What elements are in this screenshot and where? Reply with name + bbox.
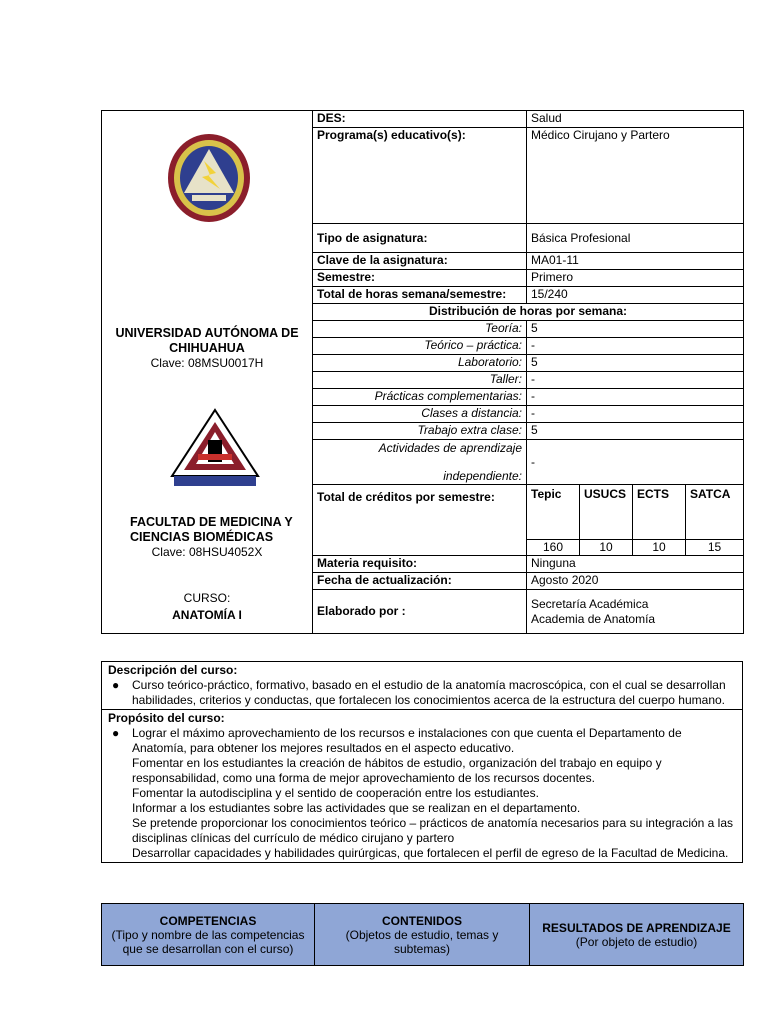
bullet-icon: ● <box>112 678 120 692</box>
clave-label: Clave de la asignatura: <box>313 253 527 270</box>
fecha-value: Agosto 2020 <box>527 573 744 590</box>
fecha-label: Fecha de actualización: <box>313 573 527 590</box>
elaborado-label: Elaborado por : <box>313 590 527 634</box>
laboratorio-value: 5 <box>527 355 744 372</box>
resultados-header: RESULTADOS DE APRENDIZAJE (Por objeto de estudio) <box>530 904 744 966</box>
semestre-label: Semestre: <box>313 270 527 287</box>
proposito-item: Informar a los estudiantes sobre las actividades que se realizan en el departamento. <box>132 801 581 815</box>
description-table <box>101 661 743 863</box>
proposito-item: Fomentar la autodisciplina y el sentido de cooperación entre los estudiantes. <box>132 786 539 800</box>
creditos-header-ects: ECTS <box>633 485 686 540</box>
teoria-label: Teoría: <box>313 321 527 338</box>
des-value: Salud <box>527 111 744 128</box>
course-label: CURSO: <box>183 591 231 605</box>
course-name: ANATOMÍA I <box>172 608 242 622</box>
tipo-value: Básica Profesional <box>527 224 744 253</box>
creditos-value-satca: 15 <box>686 540 744 556</box>
creditos-header-satca: SATCA <box>686 485 744 540</box>
teorico-label: Teórico – práctica: <box>313 338 527 355</box>
creditos-value-ects: 10 <box>633 540 686 556</box>
contenidos-header: CONTENIDOS (Objetos de estudio, temas y subtemas) <box>315 904 530 966</box>
university-seal-logo <box>164 133 254 223</box>
extra-label: Trabajo extra clase: <box>313 423 527 440</box>
faculty-seal-logo <box>170 408 260 488</box>
elaborado-value: Secretaría Académica Academia de Anatomía <box>527 590 744 634</box>
horas-value: 15/240 <box>527 287 744 304</box>
faculty-clave: Clave: 08HSU4052X <box>151 545 263 559</box>
descripcion-cell <box>102 662 743 710</box>
bullet-icon: ● <box>112 726 120 740</box>
proposito-item: Se pretende proporcionar los conocimientos teórico – prácticos de anatomía necesarios para su integración a las disciplinas clínicas del currículo de médico cirujano y partero <box>132 816 734 845</box>
extra-value: 5 <box>527 423 744 440</box>
creditos-header-usucs: USUCS <box>580 485 633 540</box>
clave-value: MA01-11 <box>527 253 744 270</box>
university-clave: Clave: 08MSU0017H <box>150 356 264 370</box>
proposito-title: Propósito del curso: <box>108 711 225 725</box>
tipo-label: Tipo de asignatura: <box>313 224 527 253</box>
faculty-name: FACULTAD DE MEDICINA Y CIENCIAS BIOMÉDICAS <box>130 515 293 544</box>
distancia-value: - <box>527 406 744 423</box>
des-label: DES: <box>313 111 527 128</box>
practicas-label: Prácticas complementarias: <box>313 389 527 406</box>
creditos-value-tepic: 160 <box>527 540 580 556</box>
teorico-value: - <box>527 338 744 355</box>
institution-column <box>102 111 313 634</box>
proposito-cell <box>102 710 743 863</box>
creditos-header-tepic: Tepic <box>527 485 580 540</box>
distancia-label: Clases a distancia: <box>313 406 527 423</box>
descripcion-title: Descripción del curso: <box>108 663 238 677</box>
descripcion-text: Curso teórico-práctico, formativo, basado en el estudio de la anatomía macroscópica, con el cual se desarrollan habilidades, criterios y conductas, que fortalecen los conocimientos acerca de la estructura del cuerpo humano. <box>132 678 726 707</box>
creditos-value-usucs: 10 <box>580 540 633 556</box>
university-name: UNIVERSIDAD AUTÓNOMA DE CHIHUAHUA <box>115 326 299 355</box>
teoria-value: 5 <box>527 321 744 338</box>
requisito-label: Materia requisito: <box>313 556 527 573</box>
proposito-item: Fomentar en los estudiantes la creación de hábitos de estudio, organización del trabajo en equipo y responsabilidad, como una forma de mejor aprovechamiento de los recursos docentes. <box>132 756 662 785</box>
taller-value: - <box>527 372 744 389</box>
actividades-label: Actividades de aprendizaje independiente: <box>313 440 527 485</box>
laboratorio-label: Laboratorio: <box>313 355 527 372</box>
actividades-value: - <box>527 440 744 485</box>
taller-label: Taller: <box>313 372 527 389</box>
semestre-value: Primero <box>527 270 744 287</box>
creditos-label: Total de créditos por semestre: <box>313 485 527 556</box>
requisito-value: Ninguna <box>527 556 744 573</box>
distribucion-label: Distribución de horas por semana: <box>313 304 744 321</box>
programa-label: Programa(s) educativo(s): <box>313 128 527 224</box>
horas-label: Total de horas semana/semestre: <box>313 287 527 304</box>
practicas-value: - <box>527 389 744 406</box>
proposito-item: Desarrollar capacidades y habilidades quirúrgicas, que fortalecen el perfil de egreso de la Facultad de Medicina. <box>132 846 729 860</box>
course-info-table <box>101 110 744 634</box>
competencias-header-table <box>101 903 744 966</box>
proposito-item: Lograr el máximo aprovechamiento de los recursos e instalaciones con que cuenta el Departamento de Anatomía, para obtener los mejores resultados en el aspecto educativo. <box>132 726 682 755</box>
programa-value: Médico Cirujano y Partero <box>527 128 744 224</box>
competencias-header: COMPETENCIAS (Tipo y nombre de las competencias que se desarrollan con el curso) <box>102 904 315 966</box>
